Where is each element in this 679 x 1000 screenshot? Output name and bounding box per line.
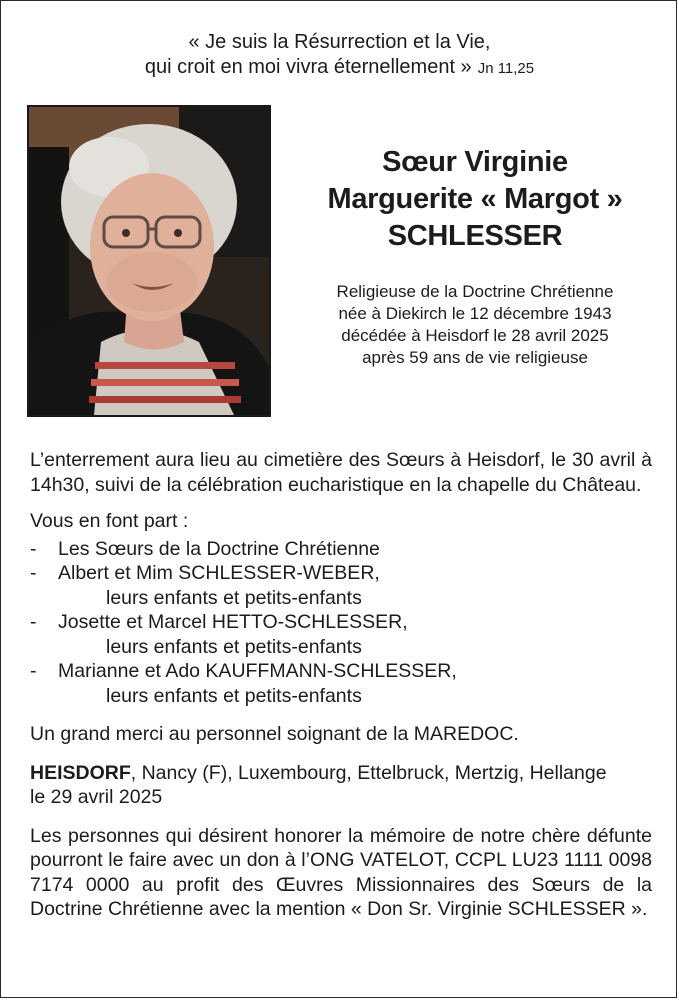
funeral-paragraph: L’enterrement aura lieu au cimetière des Sœurs à Heisdorf, le 30 avril à 14h30, suivi de la célébration eucharistique en la chapelle du Château. bbox=[30, 449, 652, 496]
thanks-paragraph: Un grand merci au personnel soignant de la MAREDOC. bbox=[30, 723, 519, 745]
list-item bbox=[30, 659, 652, 708]
detail-line: Religieuse de la Doctrine Chrétienne bbox=[336, 282, 614, 301]
list-dash: - bbox=[30, 562, 37, 584]
list-item bbox=[30, 537, 652, 562]
donation-paragraph: Les personnes qui désirent honorer la mémoire de notre chère défunte pourront le faire avec un don à l’ONG VATELOT, CCPL LU23 1111 0098 7174 0000 au profit des Œuvres Missionnaires des Sœurs de la Doctrine Chrétienne avec la mention « Don Sr. Virginie SCHLESSER ». bbox=[30, 824, 652, 920]
list-item-name: Les Sœurs de la Doctrine Chrétienne bbox=[58, 537, 380, 560]
detail-line: après 59 ans de vie religieuse bbox=[362, 348, 588, 367]
name-line-1: Sœur Virginie bbox=[382, 146, 568, 178]
list-item-sub: leurs enfants et petits-enfants bbox=[106, 684, 362, 707]
notice-date: le 29 avril 2025 bbox=[30, 786, 163, 808]
deceased-details bbox=[290, 281, 660, 369]
list-dash: - bbox=[30, 537, 37, 560]
scripture-quote bbox=[0, 30, 679, 81]
list-item bbox=[30, 610, 652, 659]
list-dash: - bbox=[30, 660, 37, 682]
place-date-paragraph bbox=[30, 761, 652, 810]
list-item-name: Marianne et Ado KAUFFMANN-SCHLESSER, bbox=[58, 660, 457, 682]
list-item-name: Josette et Marcel HETTO-SCHLESSER, bbox=[58, 611, 408, 633]
quote-reference: Jn 11,25 bbox=[477, 60, 535, 77]
portrait-photo bbox=[27, 105, 271, 417]
detail-line: née à Diekirch le 12 décembre 1943 bbox=[338, 304, 612, 323]
list-item-name: Albert et Mim SCHLESSER-WEBER, bbox=[58, 562, 380, 584]
place-name: HEISDORF bbox=[30, 761, 131, 784]
deceased-name bbox=[290, 144, 660, 255]
list-item bbox=[30, 561, 652, 610]
notice-body bbox=[30, 448, 652, 922]
name-line-3: SCHLESSER bbox=[387, 220, 563, 252]
list-dash: - bbox=[30, 611, 37, 633]
family-list bbox=[30, 537, 652, 709]
name-line-2: Marguerite « Margot » bbox=[327, 183, 623, 215]
detail-line: décédée à Heisdorf le 28 avril 2025 bbox=[341, 326, 609, 345]
quote-line-2: qui croit en moi vivra éternellement » bbox=[144, 56, 472, 78]
list-item-sub: leurs enfants et petits-enfants bbox=[106, 586, 362, 609]
place-list: , Nancy (F), Luxembourg, Ettelbruck, Mertzig, Hellange bbox=[130, 761, 607, 784]
portrait-image bbox=[29, 107, 269, 415]
quote-line-1: « Je suis la Résurrection et la Vie, bbox=[188, 31, 491, 53]
list-item-sub: leurs enfants et petits-enfants bbox=[106, 635, 362, 658]
announcement-intro: Vous en font part : bbox=[30, 510, 189, 532]
